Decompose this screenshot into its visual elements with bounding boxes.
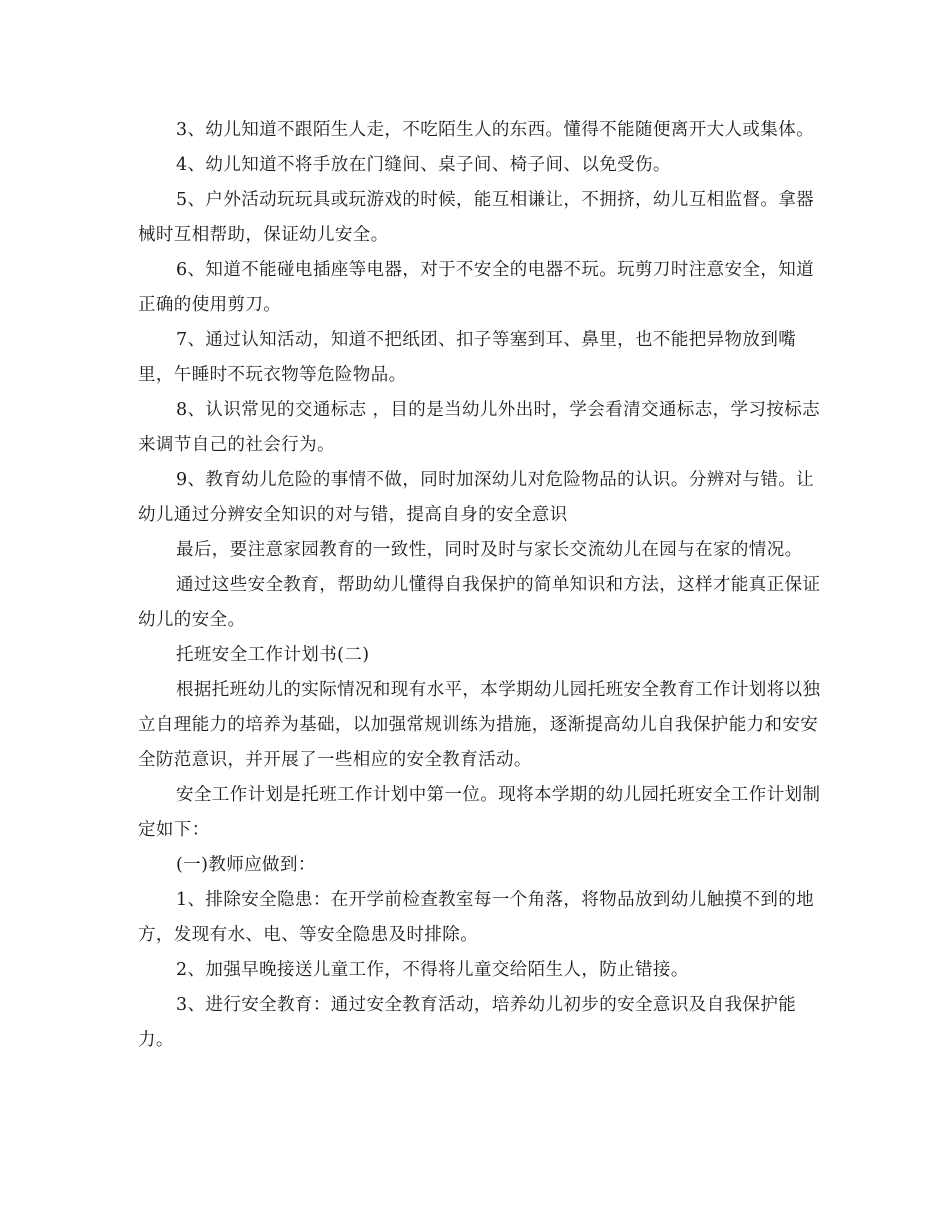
section-heading: 托班安全工作计划书(二): [176, 645, 370, 665]
paragraph-item-9: 9、教育幼儿危险的事情不做，同时加深幼儿对危险物品的认识。分辨对与错。让幼儿通过分辨安全知识的对与错，提高自身的安全意识: [138, 470, 815, 525]
teacher-item-3: 3、进行安全教育：通过安全教育活动，培养幼儿初步的安全意识及自我保护能力。: [138, 995, 797, 1050]
teacher-item-1: 1、排除安全隐患：在开学前检查教室每一个角落，将物品放到幼儿触摸不到的地方，发现有水、电、等安全隐患及时排除。: [138, 890, 815, 945]
paragraph-item-3: 3、幼儿知道不跟陌生人走，不吃陌生人的东西。懂得不能随便离开大人或集体。: [176, 120, 815, 140]
document-body: [138, 113, 828, 1058]
paragraph-summary: 通过这些安全教育，帮助幼儿懂得自我保护的简单知识和方法，这样才能真正保证幼儿的安全。: [138, 575, 821, 630]
paragraph-item-8: 8、认识常见的交通标志 ，目的是当幼儿外出时，学会看清交通标志，学习按标志来调节自己的社会行为。: [138, 400, 820, 455]
paragraph-plan-statement: 安全工作计划是托班工作计划中第一位。现将本学期的幼儿园托班安全工作计划制定如下：: [138, 785, 821, 840]
paragraph-item-4: 4、幼儿知道不将手放在门缝间、桌子间、椅子间、以免受伤。: [176, 155, 671, 175]
paragraph-conclusion: 最后，要注意家园教育的一致性，同时及时与家长交流幼儿在园与在家的情况。: [176, 540, 803, 560]
teacher-item-2: 2、加强早晚接送儿童工作，不得将儿童交给陌生人，防止错接。: [176, 960, 689, 980]
subsection-heading: (一)教师应做到：: [176, 855, 316, 875]
paragraph-intro: 根据托班幼儿的实际情况和现有水平，本学期幼儿园托班安全教育工作计划将以独立自理能力的培养为基础，以加强常规训练为措施，逐渐提高幼儿自我保护能力和安安全防范意识，并开展了一些相应的安全教育活动。: [138, 680, 821, 770]
paragraph-item-7: 7、通过认知活动，知道不把纸团、扣子等塞到耳、鼻里，也不能把异物放到嘴里，午睡时不玩衣物等危险物品。: [138, 330, 797, 385]
paragraph-item-6: 6、知道不能碰电插座等电器，对于不安全的电器不玩。玩剪刀时注意安全，知道正确的使用剪刀。: [138, 260, 815, 315]
paragraph-item-5: 5、户外活动玩玩具或玩游戏的时候，能互相谦让，不拥挤，幼儿互相监督。拿器械时互相帮助，保证幼儿安全。: [138, 190, 815, 245]
